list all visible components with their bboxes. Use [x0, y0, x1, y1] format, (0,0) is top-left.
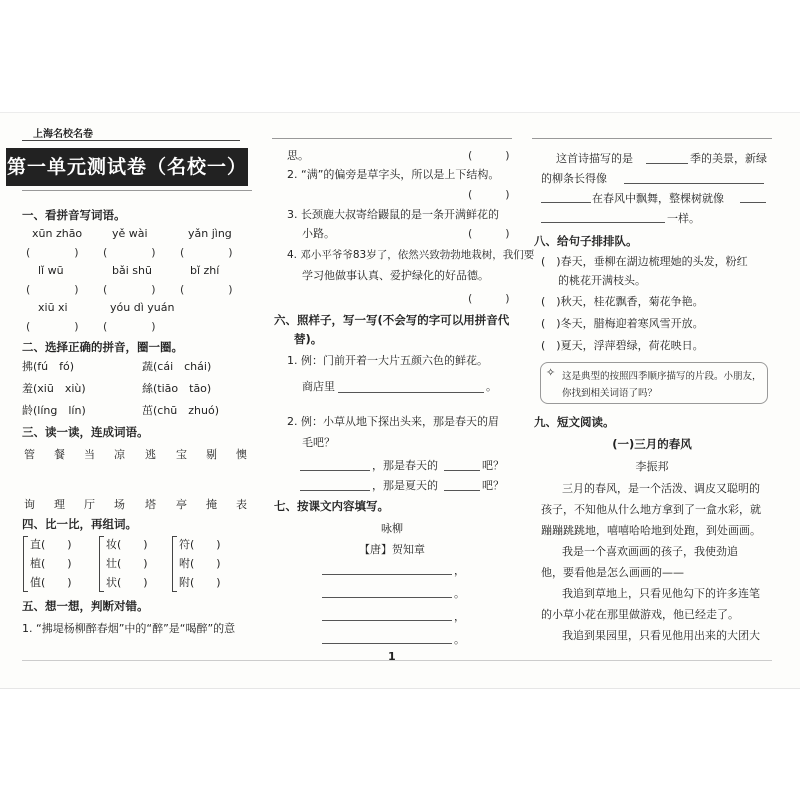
- fill-line[interactable]: [624, 183, 764, 184]
- poem-question: 一样。: [667, 212, 700, 225]
- judge-blank[interactable]: ( ): [468, 188, 510, 201]
- poem-question: 在春风中飘舞，整棵树就像: [592, 192, 724, 205]
- page-title: 第一单元测试卷（名校一）: [6, 148, 248, 186]
- judge-blank[interactable]: ( ): [468, 149, 510, 162]
- word-group-item[interactable]: 壮( ): [106, 557, 148, 570]
- choice-item[interactable]: 茁(chū zhuó): [142, 404, 220, 417]
- word-char[interactable]: 场: [114, 498, 125, 511]
- story-author: 李振邦: [635, 460, 669, 473]
- poem-author: 【唐】贺知章: [359, 543, 425, 556]
- word-char[interactable]: 管: [24, 448, 35, 461]
- fill-prompt: 商店里: [302, 380, 335, 393]
- choice-item[interactable]: 蔬(cái chái): [142, 360, 212, 373]
- word-char[interactable]: 餐: [54, 448, 65, 461]
- word-group-item[interactable]: 符( ): [179, 538, 221, 551]
- comma: ，: [454, 564, 465, 577]
- section-8-title: 八、给句子排排队。: [534, 234, 638, 248]
- fill-suffix: 吧？: [482, 479, 504, 492]
- story-line: 我是一个喜欢画画的孩子，我使劲追: [562, 545, 738, 558]
- poem-question: 季的美景，新绿: [690, 152, 767, 165]
- fill-suffix: 吧？: [482, 459, 504, 472]
- answer-blank[interactable]: ( ): [103, 320, 156, 333]
- fill-prompt: ，那是春天的: [372, 459, 438, 472]
- poem-line[interactable]: [322, 574, 452, 575]
- bracket: [23, 536, 28, 592]
- word-char[interactable]: 当: [84, 448, 95, 461]
- section-2-title: 二、选择正确的拼音，圈一圈。: [22, 340, 183, 354]
- judge-item: 4. 邓小平爷爷83岁了，依然兴致勃勃地栽树，我们要: [287, 249, 535, 261]
- pinyin: yǎn jìng: [188, 227, 232, 240]
- answer-blank[interactable]: ( ): [103, 246, 156, 259]
- answer-blank[interactable]: ( ): [26, 283, 79, 296]
- order-item[interactable]: ( )春天，垂柳在湖边梳理她的头发，粉红: [541, 255, 748, 268]
- series-tag: 上海名校名卷: [33, 129, 93, 140]
- judge-item-continued: 思。: [287, 149, 309, 162]
- word-char[interactable]: 逃: [145, 448, 156, 461]
- fill-line[interactable]: [300, 490, 370, 491]
- answer-blank[interactable]: ( ): [103, 283, 156, 296]
- word-group-item[interactable]: 妆( ): [106, 538, 148, 551]
- order-item[interactable]: ( )冬天，腊梅迎着寒风雪开放。: [541, 317, 704, 330]
- fill-line[interactable]: [740, 202, 766, 203]
- pinyin: bǐ zhí: [190, 264, 220, 277]
- story-line: 孩子，不知他从什么地方拿到了一盒水彩，就: [541, 503, 761, 516]
- example-sentence: 1. 例：门前开着一大片五颜六色的鲜花。: [287, 354, 488, 367]
- word-char[interactable]: 询: [24, 498, 35, 511]
- choice-item[interactable]: 絲(tiāo tāo): [142, 382, 212, 395]
- choice-item[interactable]: 拂(fú fó): [22, 360, 75, 373]
- word-char[interactable]: 表: [236, 498, 247, 511]
- story-line: 三月的春风，是一个活泼、调皮又聪明的: [562, 482, 760, 495]
- period: 。: [486, 380, 497, 393]
- word-char[interactable]: 理: [54, 498, 65, 511]
- poem-title: 咏柳: [381, 522, 403, 535]
- section-7-title: 七、按课文内容填写。: [274, 499, 389, 513]
- section-5-title: 五、想一想，判断对错。: [22, 599, 149, 613]
- footer-rule: [22, 660, 772, 661]
- order-item[interactable]: ( )夏天，浮萍碧绿，荷花映日。: [541, 339, 704, 352]
- word-group-item[interactable]: 状( ): [106, 576, 148, 589]
- word-char[interactable]: 凉: [114, 448, 125, 461]
- story-line: 蹦蹦跳跳地，嘻嘻哈哈地到处跑，到处画画。: [541, 524, 761, 537]
- example-sentence: 2. 例：小草从地下探出头来，那是春天的眉: [287, 415, 499, 428]
- divider: [22, 190, 252, 191]
- header-rule: [22, 140, 240, 141]
- judge-item: 2. “满”的偏旁是草字头，所以是上下结构。: [287, 168, 500, 181]
- word-char[interactable]: 掩: [206, 498, 217, 511]
- bracket: [99, 536, 104, 592]
- fill-prompt: ，那是夏天的: [372, 479, 438, 492]
- word-char[interactable]: 塔: [145, 498, 156, 511]
- story-line: 的小草小花在那里做游戏，他已经走了。: [541, 608, 739, 621]
- example-sentence-continued: 毛吧？: [302, 436, 335, 449]
- judge-blank[interactable]: ( ): [468, 292, 510, 305]
- answer-blank[interactable]: ( ): [26, 320, 79, 333]
- pinyin: yóu dì yuán: [110, 301, 175, 314]
- word-group-item[interactable]: 附( ): [179, 576, 221, 589]
- section-6-title: 六、照样子，写一写(不会写的字可以用拼音代: [274, 313, 510, 327]
- word-char[interactable]: 宝: [176, 448, 187, 461]
- word-group-item[interactable]: 咐( ): [179, 557, 221, 570]
- order-item[interactable]: ( )秋天，桂花飘香，菊花争艳。: [541, 295, 704, 308]
- poem-question: 的柳条长得像: [541, 172, 607, 185]
- star-icon: ✧: [546, 366, 556, 379]
- poem-line[interactable]: [322, 643, 452, 644]
- fill-line[interactable]: [541, 202, 591, 203]
- judge-item: 1. “拂堤杨柳醉春烟”中的“醉”是“喝醉”的意: [22, 622, 236, 635]
- word-char[interactable]: 亭: [176, 498, 187, 511]
- judge-item: 3. 长颈鹿大叔寄给鼹鼠的是一条开满鲜花的: [287, 208, 499, 221]
- divider: [272, 138, 512, 139]
- period: 。: [454, 633, 465, 646]
- section-4-title: 四、比一比，再组词。: [22, 517, 137, 531]
- answer-blank[interactable]: ( ): [180, 246, 233, 259]
- story-line: 他，要看他是怎么画画的——: [541, 566, 684, 579]
- choice-item[interactable]: 龄(líng lín): [22, 404, 86, 417]
- judge-item-continued: 学习他做事认真、爱护绿化的好品德。: [302, 269, 489, 282]
- section-6-title-continued: 替)。: [294, 332, 323, 346]
- fill-line[interactable]: [338, 392, 484, 393]
- story-title: (一)三月的春风: [612, 437, 692, 451]
- word-group-item[interactable]: 直( ): [30, 538, 72, 551]
- divider: [532, 138, 772, 139]
- bracket: [172, 536, 177, 592]
- pinyin: xūn zhāo: [32, 227, 83, 240]
- pinyin: xiū xi: [38, 301, 68, 314]
- word-char[interactable]: 厅: [84, 498, 95, 511]
- period: 。: [454, 587, 465, 600]
- section-1-title: 一、看拼音写词语。: [22, 208, 126, 222]
- fill-line[interactable]: [646, 163, 688, 164]
- poem-line[interactable]: [322, 620, 452, 621]
- fill-line[interactable]: [444, 470, 480, 471]
- story-line: 我追到草地上，只看见他勾下的许多连笔: [562, 587, 760, 600]
- judge-blank[interactable]: ( ): [468, 227, 510, 240]
- fill-line[interactable]: [541, 222, 665, 223]
- section-3-title: 三、读一读，连成词语。: [22, 425, 149, 439]
- pinyin: bǎi shū: [112, 264, 152, 277]
- word-group-item[interactable]: 值( ): [30, 576, 72, 589]
- word-char[interactable]: 懊: [236, 448, 247, 461]
- poem-question: 这首诗描写的是: [556, 152, 633, 165]
- tip-text: 这是典型的按照四季顺序描写的片段。小朋友，你找到相关词语了吗？: [562, 371, 762, 399]
- page-number: 1: [388, 650, 396, 663]
- section-9-title: 九、短文阅读。: [534, 415, 615, 429]
- word-group-item[interactable]: 植( ): [30, 557, 72, 570]
- story-line: 我追到果园里，只看见他用出来的大团大: [562, 629, 760, 642]
- answer-blank[interactable]: ( ): [26, 246, 79, 259]
- poem-line[interactable]: [322, 597, 452, 598]
- answer-blank[interactable]: ( ): [180, 283, 233, 296]
- comma: ，: [454, 610, 465, 623]
- order-item-continued: 的桃花开满枝头。: [558, 274, 646, 287]
- pinyin: lǐ wū: [38, 264, 64, 277]
- choice-item[interactable]: 羞(xiū xiù): [22, 382, 86, 395]
- fill-line[interactable]: [444, 490, 480, 491]
- judge-item-continued: 小路。: [302, 227, 335, 240]
- fill-line[interactable]: [300, 470, 370, 471]
- word-char[interactable]: 剔: [206, 448, 217, 461]
- pinyin: yě wài: [112, 227, 148, 240]
